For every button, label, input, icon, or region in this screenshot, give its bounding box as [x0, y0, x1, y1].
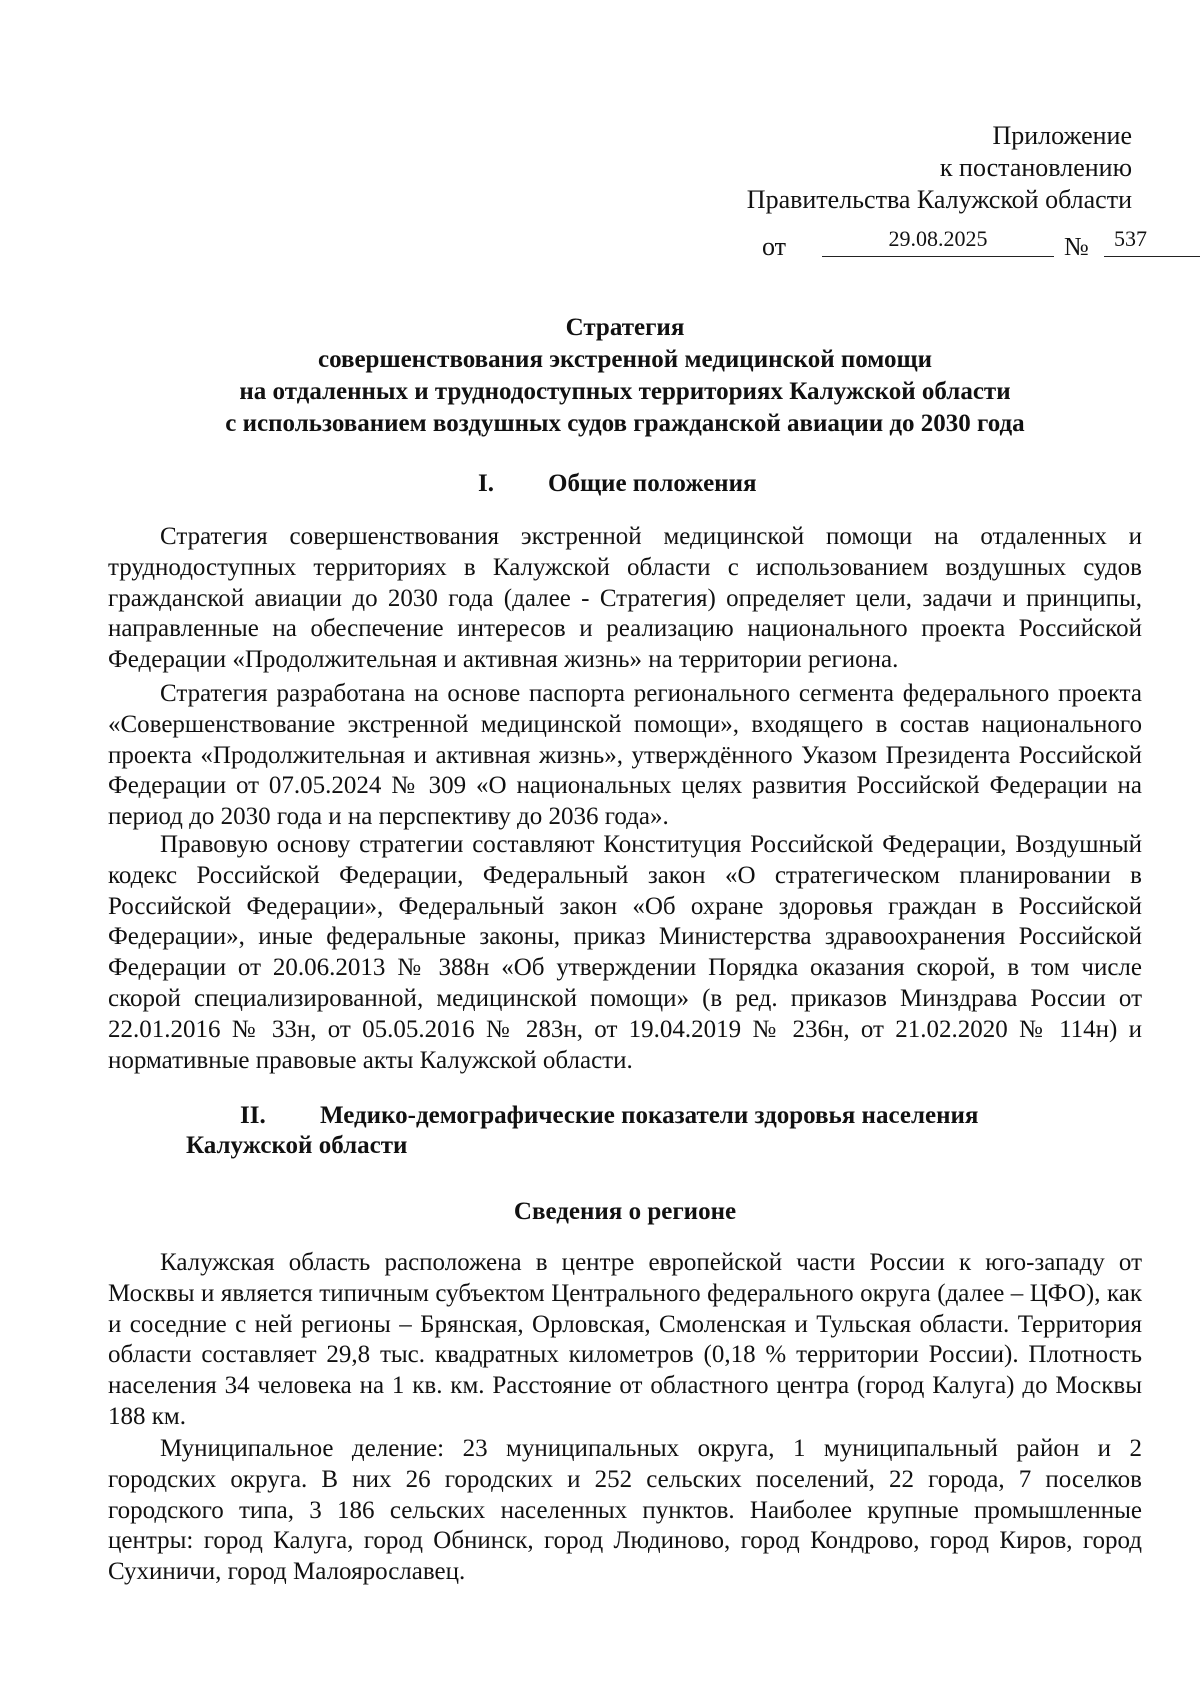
document-title	[100, 312, 1150, 440]
subsection-title: Сведения о регионе	[513, 1198, 737, 1225]
section-2-paragraph-2: Муниципальное деление: 23 муниципальных округа, 1 муниципальный район и 2 городских округа. В них 26 городских и 252 сельских поселений, 22 города, 7 поселков городского типа, 3 186 сельских населенных пунктов. Наиболее крупные промышленные центры: город Калуга, город Обнинск, город Людиново, город Кондрово, город Киров, город Сухиничи, город Малоярославец.	[108, 1435, 1142, 1586]
appendix-block	[747, 120, 1132, 216]
resolution-date: 29.08.2025	[822, 224, 1054, 257]
title-line-4: с использованием воздушных судов гражданской авиации до 2030 года	[225, 410, 1025, 437]
section-2-paragraph-1: Калужская область расположена в центре европейской части России к юго-западу от Москвы и является типичным субъектом Центрального федерального округа (далее – ЦФО), как и соседние с ней регионы – Брянская, Орловская, Смоленская и Тульская области. Территория области составляет 29,8 тыс. квадратных километров (0,18 % территории России). Плотность населения 34 человека на 1 кв. км. Расстояние от областного центра (город Калуга) до Москвы 188 км.	[108, 1249, 1142, 1430]
section-1-number: I.	[478, 470, 494, 497]
title-line-3: на отдаленных и труднодоступных территориях Калужской области	[239, 378, 1011, 405]
from-label: от	[762, 232, 787, 261]
number-sign: №	[1064, 232, 1089, 261]
section-1-title: Общие положения	[548, 470, 757, 497]
section-1-paragraph-2: Стратегия разработана на основе паспорта регионального сегмента федерального проекта «Совершенствование экстренной медицинской помощи», входящего в состав национального проекта «Продолжительная и активная жизнь», утверждённого Указом Президента Российской Федерации от 07.05.2024 № 309 «О национальных целях развития Российской Федерации на период до 2030 года и на перспективу до 2036 года».	[108, 680, 1142, 831]
appendix-line-2: к постановлению	[939, 153, 1132, 182]
section-1-paragraph-3: Правовую основу стратегии составляют Конституция Российской Федерации, Воздушный кодекс Российской Федерации, Федеральный закон «О стратегическом планировании в Российской Федерации», Федеральный закон «Об охране здоровья граждан в Российской Федерации», иные федеральные законы, приказ Министерства здравоохранения Российской Федерации от 20.06.2013 № 388н «Об утверждении Порядка оказания скорой, в том числе скорой специализированной, медицинской помощи» (в ред. приказов Минздрава России от 22.01.2016 № 33н, от 05.05.2016 № 283н, от 19.04.2019 № 236н, от 21.02.2020 № 114н) и нормативные правовые акты Калужской области.	[108, 831, 1142, 1074]
title-line-2: совершенствования экстренной медицинской помощи	[317, 346, 932, 373]
section-1-paragraph-1: Стратегия совершенствования экстренной медицинской помощи на отдаленных и труднодоступных территориях в Калужской области с использованием воздушных судов гражданской авиации до 2030 года (далее - Стратегия) определяет цели, задачи и принципы, направленные на обеспечение интересов и реализацию национального проекта Российской Федерации «Продолжительная и активная жизнь» на территории региона.	[108, 523, 1142, 674]
appendix-line-3: Правительства Калужской области	[746, 185, 1132, 214]
resolution-date-number	[762, 224, 1147, 264]
section-2-number: II.	[240, 1102, 266, 1129]
appendix-line-1: Приложение	[992, 121, 1132, 150]
resolution-number: 537	[1104, 224, 1200, 257]
section-2-title-line-2: Калужской области	[186, 1132, 408, 1159]
title-line-1: Стратегия	[565, 314, 685, 341]
section-2-title-line-1: Медико-демографические показатели здоровья населения	[320, 1102, 979, 1129]
